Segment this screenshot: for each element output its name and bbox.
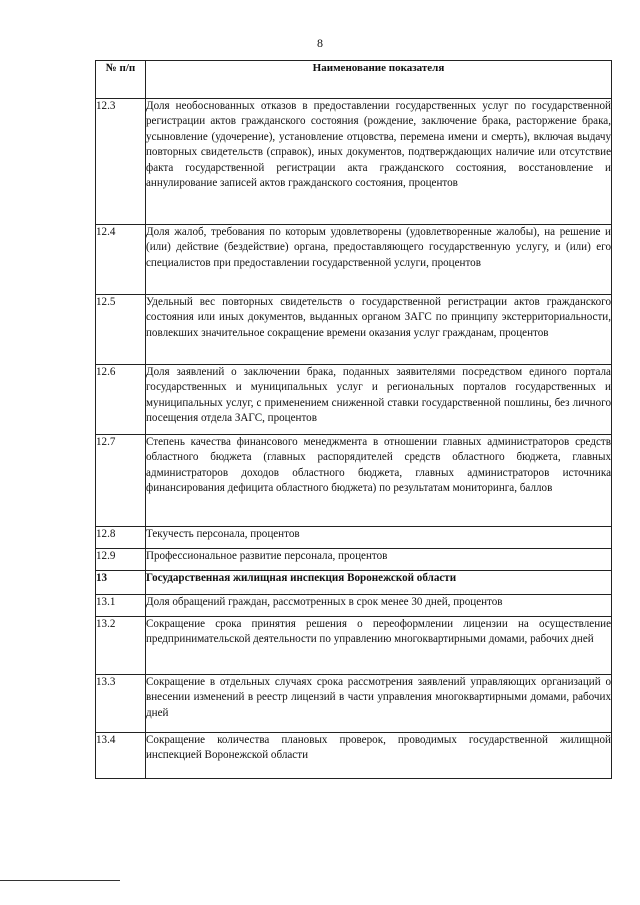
table-row <box>96 675 612 733</box>
indicator-name: Сокращение срока принятия решения о переоформлении лицензии на осуществление предпринимательской деятельности по управлению многоквартирными домами, рабочих дней <box>146 617 612 675</box>
indicator-name: Государственная жилищная инспекция Воронежской области <box>146 571 612 595</box>
indicators-table <box>95 60 612 779</box>
table-header-row <box>96 61 612 99</box>
table-body <box>96 99 612 779</box>
table-row <box>96 527 612 549</box>
row-number: 12.9 <box>96 549 146 571</box>
indicator-name: Сокращение в отдельных случаях срока рассмотрения заявлений управляющих организаций о внесении изменений в реестр лицензий в части управления многоквартирными домами, рабочих дней <box>146 675 612 733</box>
table-row <box>96 733 612 779</box>
table-row <box>96 571 612 595</box>
indicator-name: Профессиональное развитие персонала, процентов <box>146 549 612 571</box>
indicator-name: Доля жалоб, требования по которым удовлетворены (удовлетворенные жалобы), на решение и (или) действие (бездействие) органа, предоставляющего государственную услугу, и (или) его специалистов при предоставлении государственной услуги, процентов <box>146 225 612 295</box>
table-row <box>96 99 612 225</box>
table-row <box>96 549 612 571</box>
row-number: 12.6 <box>96 365 146 435</box>
table-row <box>96 435 612 527</box>
table-row <box>96 617 612 675</box>
row-number: 12.3 <box>96 99 146 225</box>
indicator-name: Доля заявлений о заключении брака, поданных заявителями посредством единого портала государственных и муниципальных услуг и региональных порталов государственных и муниципальных услуг, с применением сниженной ставки государственной пошлины, без личного посещения отдела ЗАГС, процентов <box>146 365 612 435</box>
row-number: 12.4 <box>96 225 146 295</box>
indicator-name: Доля необоснованных отказов в предоставлении государственных услуг по государственной регистрации актов гражданского состояния (рождение, заключение брака, расторжение брака, усыновление (удочерение), установление отцовства, перемена имени и смерть), включая выдачу повторных свидетельств (справок), иных документов, подтверждающих наличие или отсутствие факта государственной регистрации акта гражданского состояния, восстановление и аннулирование записей актов гражданского состояния, процентов <box>146 99 612 225</box>
row-number: 13.3 <box>96 675 146 733</box>
row-number: 13.2 <box>96 617 146 675</box>
header-number: № п/п <box>96 61 146 99</box>
row-number: 12.7 <box>96 435 146 527</box>
indicator-name: Доля обращений граждан, рассмотренных в срок менее 30 дней, процентов <box>146 595 612 617</box>
table-row <box>96 595 612 617</box>
indicator-name: Сокращение количества плановых проверок, проводимых государственной жилищной инспекцией Воронежской области <box>146 733 612 779</box>
row-number: 12.8 <box>96 527 146 549</box>
table-row <box>96 225 612 295</box>
indicator-name: Текучесть персонала, процентов <box>146 527 612 549</box>
indicator-name: Удельный вес повторных свидетельств о государственной регистрации актов гражданского состояния или иных документов, выданных органом ЗАГС по принципу экстерриториальности, повлекших значительное сокращение времени оказания услуг гражданам, процентов <box>146 295 612 365</box>
indicator-name: Степень качества финансового менеджмента в отношении главных администраторов средств областного бюджета (главных распорядителей средств областного бюджета, главных администраторов доходов областного бюджета, главных администраторов источника финансирования дефицита областного бюджета) по результатам мониторинга, баллов <box>146 435 612 527</box>
header-indicator-name: Наименование показателя <box>146 61 612 99</box>
table-row <box>96 365 612 435</box>
footnote-rule <box>0 880 120 881</box>
row-number: 12.5 <box>96 295 146 365</box>
table-row <box>96 295 612 365</box>
row-number: 13 <box>96 571 146 595</box>
row-number: 13.1 <box>96 595 146 617</box>
row-number: 13.4 <box>96 733 146 779</box>
page-number: 8 <box>317 36 323 50</box>
